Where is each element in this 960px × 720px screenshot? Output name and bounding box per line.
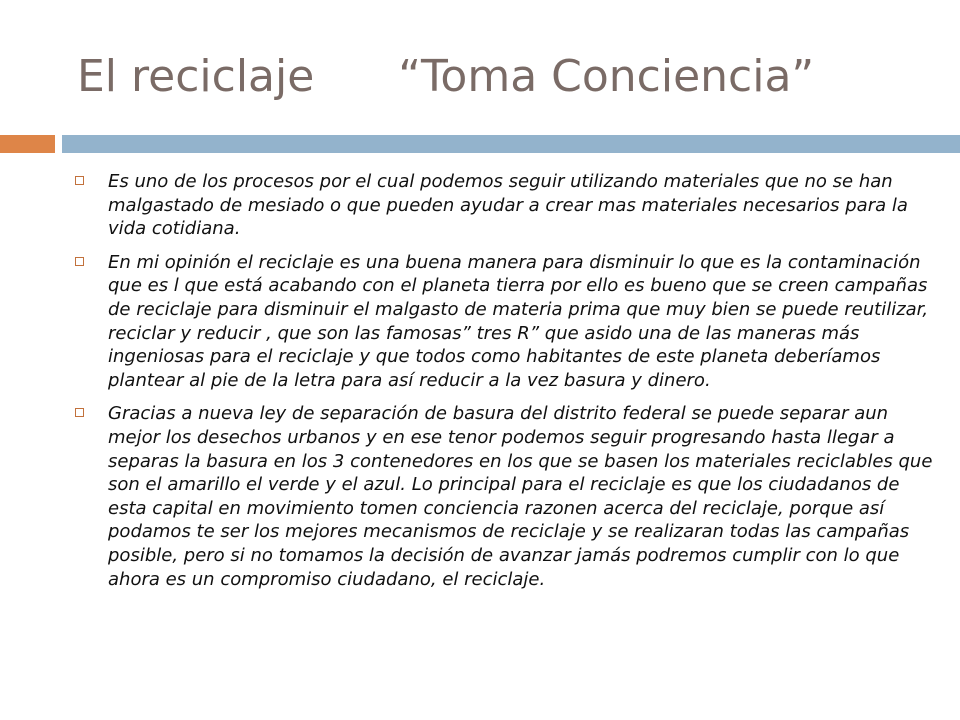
bullet-item-3 [73,402,935,591]
slide-title: El reciclaje “Toma Conciencia” [77,51,815,102]
square-bullet-icon [75,257,84,266]
square-bullet-icon [75,176,84,185]
bullet-item-1 [73,170,935,241]
bullet-text-2: En mi opinión el reciclaje es una buena manera para disminuir lo que es la contaminación que es l que está acabando con el planeta tierra por ello es bueno que se creen campañas de reciclaje para disminuir el malgasto de materia prima que muy bien se puede reutilizar, reciclar y reducir , que son las famosas” tres R” que asido una de las maneras más ingeniosas para el reciclaje y que todos como habitantes de este planeta deberíamos plantear al pie de la letra para así reducir a la vez basura y dinero. [108,251,929,391]
bullet-item-2 [73,251,935,393]
accent-bar-orange [0,135,55,153]
bullet-text-3: Gracias a nueva ley de separación de basura del distrito federal se puede separar aun mejor los desechos urbanos y en ese tenor podemos seguir progresando hasta llegar a separas la basura en los 3 contenedores en los que se basen los materiales reciclables que son el amarillo el verde y el azul. Lo principal para el reciclaje es que los ciudadanos de esta capital en movimiento tomen conciencia razonen acerca del reciclaje, porque así podamos te ser los mejores mecanismos de reciclaje y se realizaran todas las campañas posible, pero si no tomamos la decisión de avanzar jamás podremos cumplir con lo que ahora es un compromiso ciudadano, el reciclaje. [108,403,933,590]
bullet-list [73,170,935,601]
bullet-text-1: Es uno de los procesos por el cual podemos seguir utilizando materiales que no se han malgastado de mesiado o que pueden ayudar a crear mas materiales necesarios para la vida cotidiana. [108,171,908,240]
accent-bar-blue [62,135,960,153]
square-bullet-icon [75,408,84,417]
